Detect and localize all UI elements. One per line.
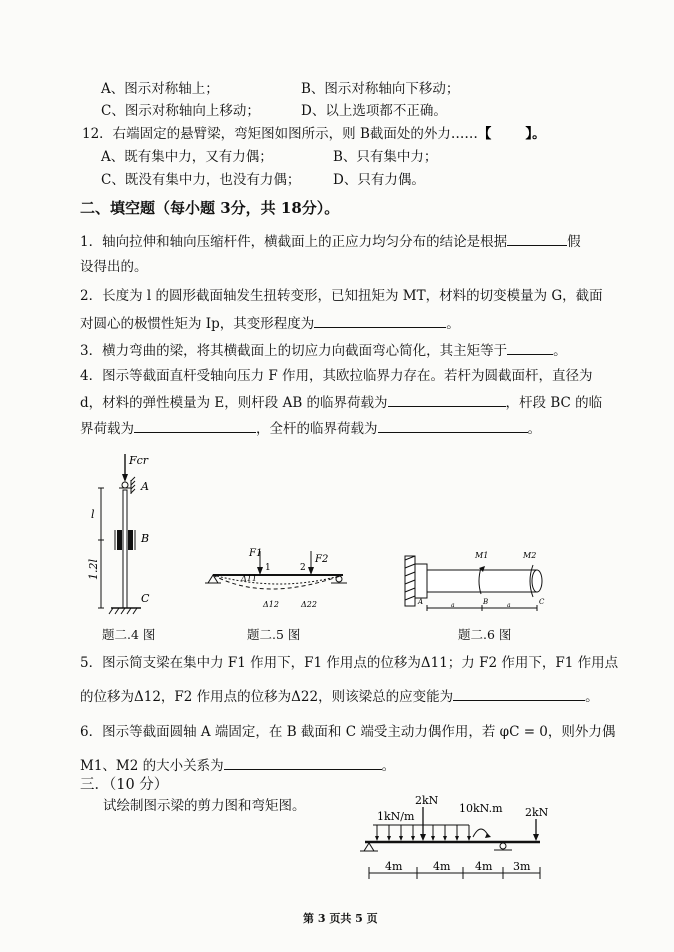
q2-4-text-total: ，全杆的临界荷载为 (256, 421, 378, 437)
q2-5-text: 的位移为Δ12，F2 作用点的位移为Δ22，则该梁总的应变能为 (80, 689, 454, 705)
q2-4-end: 。 (527, 421, 541, 437)
q2-5-line1: 5．图示简支梁在集中力 F1 作用下，F1 作用点的位移为Δ11；力 F2 作用下，F1 作用点 (80, 655, 619, 671)
fig5-label-f2: F2 (315, 554, 329, 565)
q12-bracket-open: 【 (477, 126, 492, 142)
fig6-label-m1: M1 (475, 551, 489, 560)
beam-span-4: 3m (513, 860, 531, 873)
q2-5-end: 。 (585, 689, 599, 705)
fig5-label-d12: Δ12 (263, 600, 279, 609)
q2-2-line1: 2．长度为 l 的圆形截面轴发生扭转变形，已知扭矩为 MT，材料的切变模量为 G，截面 (80, 288, 603, 304)
q11-option-d: D、以上选项都不正确。 (301, 103, 447, 119)
section3-instruction: 试绘制图示梁的剪力图和弯矩图。 (103, 798, 306, 814)
q12-stem (82, 125, 546, 143)
q2-3-text: 3．横力弯曲的梁，将其横截面上的切应力向截面弯心简化，其主矩等于 (80, 343, 508, 359)
beam-load-2kn-end-label: 2kN (525, 806, 549, 819)
q2-2-text: 对圆心的极惯性矩为 Ip，其变形程度为 (80, 316, 315, 332)
q2-1-text: 1．轴向拉伸和轴向压缩杆件，横截面上的正应力均匀分布的结论是根据 (80, 234, 508, 250)
beam-span-3: 4m (475, 860, 493, 873)
q2-1-text-end: 假 (567, 234, 581, 250)
beam-span-2: 4m (433, 860, 451, 873)
figure-2-5 (205, 545, 350, 615)
q2-3-blank (507, 341, 553, 355)
q12-bracket-close: 】。 (525, 126, 546, 142)
section3-title: 三．（10 分） (80, 777, 169, 793)
fig6-caption: 题二.6 图 (458, 627, 512, 642)
fig6-label-c: C (539, 598, 545, 606)
q2-6-blank (224, 756, 382, 770)
fig5-point-2: 2 (300, 563, 306, 573)
fig6-span-2: a (507, 602, 511, 609)
q2-2-end: 。 (446, 316, 460, 332)
fig4-label-a: A (141, 480, 149, 493)
fig6-label-a: A (418, 598, 424, 606)
beam-load-distributed-label: 1kN/m (377, 810, 415, 823)
fig6-span-1: a (451, 602, 455, 609)
figure-2-4 (87, 450, 165, 620)
beam-span-1: 4m (385, 860, 403, 873)
q2-4-line2 (80, 393, 602, 412)
beam-load-2kn-mid-label: 2kN (415, 794, 439, 807)
q2-5-blank (453, 687, 585, 701)
fig4-length-12l: 1.2l (87, 558, 100, 580)
q11-option-b: B、图示对称轴向下移动； (301, 81, 460, 97)
section2-title: 二、填空题（每小题 3分，共 18分）。 (80, 199, 340, 217)
fig5-label-d22: Δ22 (301, 600, 317, 609)
fig6-label-m2: M2 (523, 551, 537, 560)
fig4-force-label: Fcr (129, 454, 149, 467)
q2-1-line2: 设得出的。 (80, 259, 148, 275)
fig5-label-d11: Δ11 (241, 574, 257, 583)
fig5-caption: 题二.5 图 (247, 627, 301, 642)
q2-2-blank (314, 314, 446, 328)
q12-stem-text: 12．右端固定的悬臂梁，弯矩图如图所示，则 B截面处的外力…… (82, 126, 478, 142)
figure-2-6 (405, 548, 555, 613)
q2-6-end: 。 (381, 758, 396, 774)
beam-moment-label: 10kN.m (459, 802, 503, 815)
fig5-label-f1: F1 (249, 548, 263, 559)
q11-option-a: A、图示对称轴上； (101, 81, 219, 97)
fig4-label-c: C (141, 592, 150, 605)
q2-6-text: M1、M2 的大小关系为 (80, 758, 224, 774)
q2-1-line1 (80, 232, 581, 251)
q2-3-end: 。 (553, 343, 567, 359)
q2-5-line2 (80, 687, 599, 706)
q11-option-c: C、图示对称轴向上移动； (101, 103, 260, 119)
fig5-point-1: 1 (265, 563, 271, 573)
figure-3-beam (355, 795, 550, 885)
q2-6-line2 (80, 756, 395, 775)
q2-4-text: d，材料的弹性模量为 E，则杆段 AB 的临界荷载为 (80, 395, 388, 411)
q2-4-line1: 4．图示等截面直杆受轴向压力 F 作用，其欧拉临界力存在。若杆为圆截面杆，直径为 (80, 368, 593, 384)
q12-option-a: A、既有集中力，又有力偶； (101, 149, 273, 165)
q2-3-line (80, 341, 567, 360)
fig4-caption: 题二.4 图 (102, 627, 156, 642)
q2-6-line1: 6．图示等截面圆轴 A 端固定，在 B 截面和 C 端受主动力偶作用，若 φC = 0，则外力偶 (80, 724, 616, 740)
q2-4-line3 (80, 419, 541, 438)
q2-4-text-load: 界荷载为 (80, 421, 134, 437)
q12-option-b: B、只有集中力； (333, 149, 438, 165)
q12-option-d: D、只有力偶。 (333, 172, 425, 188)
q2-2-line2 (80, 314, 460, 333)
fig6-label-b: B (483, 598, 489, 606)
q2-4-blank-bc (134, 419, 256, 433)
fig4-label-b: B (141, 532, 150, 545)
q2-4-blank-ab (388, 393, 506, 407)
q2-4-text-bc: ，杆段 BC 的临 (505, 395, 603, 411)
q2-1-blank (507, 232, 567, 246)
fig4-length-l: l (91, 508, 95, 521)
q12-option-c: C、既没有集中力，也没有力偶； (101, 172, 301, 188)
q2-4-blank-total (378, 419, 528, 433)
page-footer: 第 3 页共 5 页 (303, 912, 378, 925)
